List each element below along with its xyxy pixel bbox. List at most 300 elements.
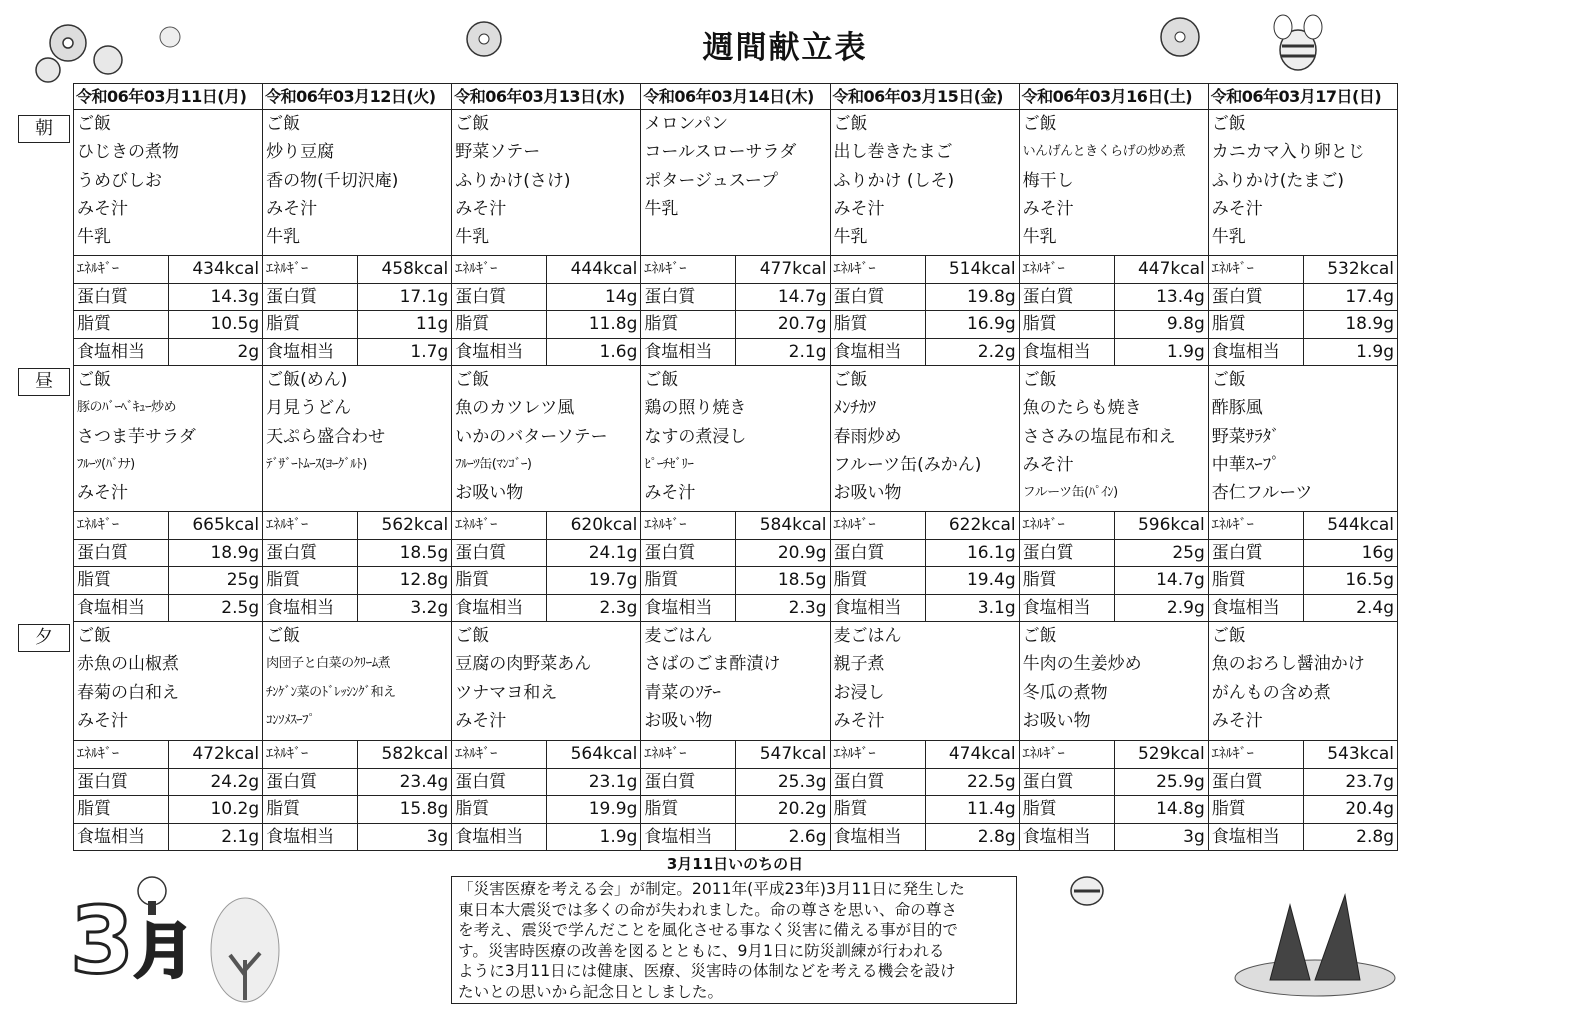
tree-icon: [205, 895, 285, 1010]
fat-label: 脂質: [74, 311, 169, 339]
dish-item: みそ汁: [833, 198, 885, 219]
dish-item: 牛肉の生姜炒め: [1022, 654, 1142, 675]
dish-item: 牛乳: [266, 227, 301, 248]
dish-item: 肉団子と白菜のｸﾘｰﾑ煮: [266, 656, 391, 672]
fat-label: 脂質: [452, 567, 547, 595]
energy-label: ｴﾈﾙｷﾞｰ: [1019, 741, 1114, 769]
dish-item: ご飯: [455, 370, 490, 390]
dish-item: ﾁﾝｹﾞﾝ菜のﾄﾞﾚｯｼﾝｸﾞ和え: [266, 684, 396, 700]
protein-value: 23.1g: [547, 768, 641, 796]
month-badge: [70, 887, 194, 994]
energy-label: ｴﾈﾙｷﾞｰ: [74, 512, 169, 540]
salt-value: 2g: [169, 338, 263, 366]
energy-value: 532kcal: [1303, 256, 1397, 284]
dish-item: 赤魚の山椒煮: [77, 654, 179, 675]
dish-item: お吸い物: [1022, 710, 1091, 731]
dish-item: フルーツ缶(みかん): [833, 454, 982, 475]
note-title: 3月11日いのちの日: [666, 855, 804, 873]
fat-value: 10.5g: [169, 311, 263, 339]
protein-value: 20.9g: [736, 539, 830, 567]
dinner-dishes-cell: [1208, 622, 1397, 741]
date-header: 令和06年03月11日(月): [74, 84, 263, 110]
dish-item: カニカマ入り卵とじ: [1211, 142, 1365, 163]
protein-value: 16.1g: [925, 539, 1019, 567]
dish-item: メロンパン: [644, 114, 729, 134]
fat-label: 脂質: [641, 311, 736, 339]
salt-value: 2.9g: [1114, 594, 1208, 622]
lunch-energy-row: [74, 512, 1398, 540]
lunch-dishes-cell: [74, 366, 263, 512]
dish-item: 魚のたらも焼き: [1022, 398, 1142, 419]
dish-item: ご飯: [833, 370, 868, 390]
salt-value: 2.6g: [736, 823, 830, 851]
dish-item: みそ汁: [1211, 198, 1263, 219]
fat-value: 19.9g: [547, 796, 641, 824]
fat-value: 14.8g: [1114, 796, 1208, 824]
protein-value: 14.3g: [169, 283, 263, 311]
note-line: たいとの思いから記念日としました。: [458, 982, 724, 1001]
dish-item: いかのバターソテー: [455, 426, 608, 447]
salt-label: 食塩相当: [452, 338, 547, 366]
protein-label: 蛋白質: [74, 539, 169, 567]
dish-item: いんげんときくらげの炒め煮: [1022, 144, 1186, 160]
dish-item: ｺﾝｿﾒｽｰﾌﾟ: [266, 712, 315, 728]
energy-label: ｴﾈﾙｷﾞｰ: [263, 256, 358, 284]
fat-value: 20.7g: [736, 311, 830, 339]
dish-item: 杏仁フルーツ: [1211, 483, 1313, 504]
salt-label: 食塩相当: [830, 338, 925, 366]
dinner-fat-row: [74, 796, 1398, 824]
protein-label: 蛋白質: [641, 768, 736, 796]
salt-label: 食塩相当: [1208, 338, 1303, 366]
dish-item: ご飯: [266, 626, 301, 646]
date-header-row: [74, 84, 1398, 110]
fat-label: 脂質: [263, 311, 358, 339]
meal-label-lunch: 昼: [18, 368, 70, 396]
breakfast-dishes-cell: [641, 110, 830, 256]
dish-item: ツナマヨ和え: [455, 682, 558, 703]
salt-label: 食塩相当: [830, 594, 925, 622]
fat-label: 脂質: [74, 567, 169, 595]
fat-value: 25g: [169, 567, 263, 595]
plum-blossom-icon: [463, 18, 505, 60]
salt-label: 食塩相当: [641, 594, 736, 622]
energy-value: 582kcal: [358, 741, 452, 769]
dish-item: お浸し: [833, 682, 885, 703]
energy-label: ｴﾈﾙｷﾞｰ: [1208, 256, 1303, 284]
month-number: 3: [70, 887, 135, 994]
dish-item: ﾃﾞｻﾞｰﾄﾑｰｽ(ﾖｰｸﾞﾙﾄ): [266, 456, 367, 472]
date-header: 令和06年03月14日(木): [641, 84, 830, 110]
fat-label: 脂質: [263, 567, 358, 595]
breakfast-salt-row: [74, 338, 1398, 366]
protein-value: 14.7g: [736, 283, 830, 311]
salt-label: 食塩相当: [263, 594, 358, 622]
fat-value: 11.8g: [547, 311, 641, 339]
energy-label: ｴﾈﾙｷﾞｰ: [641, 256, 736, 284]
lunch-dishes-cell: [641, 366, 830, 512]
bamboo-shoot-icon: [1230, 890, 1400, 1000]
fat-value: 10.2g: [169, 796, 263, 824]
dish-item: みそ汁: [77, 710, 128, 731]
dish-item: さつま芋サラダ: [77, 426, 196, 447]
energy-value: 620kcal: [547, 512, 641, 540]
dish-item: ひじきの煮物: [77, 142, 179, 163]
lunch-dishes-cell: [452, 366, 641, 512]
dish-item: がんもの含め煮: [1211, 682, 1331, 703]
dish-item: ご飯: [1211, 370, 1246, 390]
lunch-dishes-cell: [1019, 366, 1208, 512]
protein-label: 蛋白質: [1019, 539, 1114, 567]
salt-label: 食塩相当: [830, 823, 925, 851]
protein-label: 蛋白質: [263, 539, 358, 567]
protein-label: 蛋白質: [830, 768, 925, 796]
fat-label: 脂質: [641, 796, 736, 824]
note-line: ように3月11日には健康、医療、災害時の体制などを考える機会を設け: [458, 962, 956, 981]
protein-value: 19.8g: [925, 283, 1019, 311]
salt-value: 2.3g: [547, 594, 641, 622]
dish-item: 牛乳: [833, 227, 868, 248]
protein-value: 25g: [1114, 539, 1208, 567]
energy-value: 543kcal: [1303, 741, 1397, 769]
salt-label: 食塩相当: [1019, 594, 1114, 622]
protein-value: 17.4g: [1303, 283, 1397, 311]
meal-label-breakfast: 朝: [18, 115, 70, 143]
protein-label: 蛋白質: [452, 768, 547, 796]
protein-label: 蛋白質: [263, 283, 358, 311]
dish-item: みそ汁: [77, 483, 128, 504]
dish-item: ご飯: [1022, 626, 1057, 646]
protein-label: 蛋白質: [830, 283, 925, 311]
protein-value: 22.5g: [925, 768, 1019, 796]
plum-blossom-icon: [150, 22, 190, 52]
fat-label: 脂質: [452, 311, 547, 339]
protein-value: 13.4g: [1114, 283, 1208, 311]
dish-item: 豆腐の肉野菜あん: [455, 654, 592, 675]
salt-label: 食塩相当: [74, 823, 169, 851]
energy-value: 562kcal: [358, 512, 452, 540]
fat-label: 脂質: [1019, 567, 1114, 595]
protein-value: 17.1g: [358, 283, 452, 311]
breakfast-dishes-cell: [263, 110, 452, 256]
note-box: [451, 876, 1017, 1004]
salt-label: 食塩相当: [641, 338, 736, 366]
protein-label: 蛋白質: [452, 283, 547, 311]
energy-label: ｴﾈﾙｷﾞｰ: [830, 741, 925, 769]
dish-item: お吸い物: [644, 710, 713, 731]
dish-item: ご飯: [1022, 370, 1057, 390]
protein-label: 蛋白質: [1208, 539, 1303, 567]
dish-item: ﾒﾝﾁｶﾂ: [833, 398, 876, 419]
meal-label-dinner: 夕: [18, 624, 70, 652]
energy-value: 434kcal: [169, 256, 263, 284]
fat-value: 19.4g: [925, 567, 1019, 595]
lunch-dishes-cell: [830, 366, 1019, 512]
fat-value: 9.8g: [1114, 311, 1208, 339]
date-header: 令和06年03月16日(土): [1019, 84, 1208, 110]
dish-item: ﾌﾙｰﾂ(ﾊﾞﾅﾅ): [77, 456, 135, 472]
salt-value: 2.1g: [736, 338, 830, 366]
fat-value: 11.4g: [925, 796, 1019, 824]
fat-value: 14.7g: [1114, 567, 1208, 595]
dish-item: みそ汁: [77, 198, 128, 219]
protein-label: 蛋白質: [74, 283, 169, 311]
energy-value: 596kcal: [1114, 512, 1208, 540]
energy-value: 472kcal: [169, 741, 263, 769]
fat-value: 11g: [358, 311, 452, 339]
salt-label: 食塩相当: [1208, 823, 1303, 851]
fat-label: 脂質: [1019, 796, 1114, 824]
dish-item: ご飯: [1211, 114, 1246, 134]
fat-label: 脂質: [452, 796, 547, 824]
energy-value: 564kcal: [547, 741, 641, 769]
dinner-dishes-cell: [452, 622, 641, 741]
dinner-protein-row: [74, 768, 1398, 796]
energy-label: ｴﾈﾙｷﾞｰ: [263, 741, 358, 769]
fat-label: 脂質: [1208, 311, 1303, 339]
dish-item: 麦ごはん: [833, 626, 902, 646]
dish-item: 天ぷら盛合わせ: [266, 426, 386, 447]
note-line: を考え、震災で学んだことを風化させる事なく災害に備える事が目的で: [458, 921, 958, 940]
dinner-dishes-cell: [830, 622, 1019, 741]
salt-label: 食塩相当: [1019, 338, 1114, 366]
energy-label: ｴﾈﾙｷﾞｰ: [263, 512, 358, 540]
dinner-dishes-cell: [1019, 622, 1208, 741]
dish-item: お吸い物: [455, 483, 524, 504]
dish-item: 香の物(千切沢庵): [266, 170, 399, 191]
note-line: 「災害医療を考える会」が制定。2011年(平成23年)3月11日に発生した: [458, 880, 965, 898]
dish-item: ご飯: [455, 626, 490, 646]
energy-label: ｴﾈﾙｷﾞｰ: [830, 256, 925, 284]
weekly-menu-table: [73, 83, 1398, 851]
date-header: 令和06年03月13日(水): [452, 84, 641, 110]
dinner-dishes-cell: [74, 622, 263, 741]
salt-value: 3g: [1114, 823, 1208, 851]
dish-item: 牛乳: [455, 227, 490, 248]
dish-item: 春雨炒め: [833, 426, 902, 447]
salt-label: 食塩相当: [452, 823, 547, 851]
dish-item: 月見うどん: [266, 398, 352, 419]
fat-value: 16.5g: [1303, 567, 1397, 595]
dish-item: 出し巻きたまご: [833, 142, 953, 163]
dish-item: 牛乳: [1211, 227, 1246, 248]
energy-label: ｴﾈﾙｷﾞｰ: [74, 256, 169, 284]
dish-item: フルーツ缶(ﾊﾟｲﾝ): [1022, 485, 1118, 501]
salt-label: 食塩相当: [1019, 823, 1114, 851]
protein-label: 蛋白質: [1019, 768, 1114, 796]
dish-item: ご飯: [77, 626, 111, 646]
lunch-dishes-cell: [1208, 366, 1397, 512]
dish-item: みそ汁: [833, 710, 885, 731]
month-unit: 月: [134, 917, 195, 987]
protein-label: 蛋白質: [1019, 283, 1114, 311]
dish-item: 鶏の照り焼き: [644, 398, 747, 419]
salt-label: 食塩相当: [263, 338, 358, 366]
fat-value: 20.2g: [736, 796, 830, 824]
energy-value: 529kcal: [1114, 741, 1208, 769]
plum-blossom-icon: [1155, 15, 1205, 60]
energy-label: ｴﾈﾙｷﾞｰ: [1208, 512, 1303, 540]
fat-value: 20.4g: [1303, 796, 1397, 824]
dish-item: ポタージュスープ: [644, 170, 778, 191]
energy-label: ｴﾈﾙｷﾞｰ: [452, 741, 547, 769]
note-line: 東日本大震災では多くの命が失われました。命の尊さを思い、命の尊さ: [458, 900, 958, 919]
energy-label: ｴﾈﾙｷﾞｰ: [830, 512, 925, 540]
breakfast-dishes-cell: [1019, 110, 1208, 256]
dish-item: [644, 223, 826, 251]
energy-label: ｴﾈﾙｷﾞｰ: [452, 256, 547, 284]
dish-item: みそ汁: [266, 198, 318, 219]
breakfast-dishes-cell: [1208, 110, 1397, 256]
dish-item: みそ汁: [644, 483, 696, 504]
dinner-energy-row: [74, 741, 1398, 769]
dish-item: みそ汁: [455, 198, 507, 219]
dish-item: 牛乳: [644, 198, 679, 219]
dish-item: 春菊の白和え: [77, 682, 179, 703]
bee-icon: [1268, 12, 1328, 77]
dinner-dishes-row: [74, 622, 1398, 741]
salt-value: 3.1g: [925, 594, 1019, 622]
fat-label: 脂質: [830, 796, 925, 824]
fat-label: 脂質: [1208, 567, 1303, 595]
dish-item: ご飯(めん): [266, 370, 348, 390]
protein-label: 蛋白質: [641, 283, 736, 311]
dish-item: みそ汁: [455, 710, 507, 731]
energy-label: ｴﾈﾙｷﾞｰ: [641, 512, 736, 540]
page-title: 週間献立表: [702, 30, 868, 66]
dish-item: 炒り豆腐: [266, 142, 335, 163]
salt-value: 2.4g: [1303, 594, 1397, 622]
protein-label: 蛋白質: [263, 768, 358, 796]
salt-value: 2.3g: [736, 594, 830, 622]
dish-item: ささみの塩昆布和え: [1022, 426, 1176, 447]
breakfast-dishes-cell: [830, 110, 1019, 256]
protein-value: 23.4g: [358, 768, 452, 796]
protein-value: 24.2g: [169, 768, 263, 796]
protein-value: 25.3g: [736, 768, 830, 796]
fat-label: 脂質: [830, 567, 925, 595]
dish-item: 冬瓜の煮物: [1022, 682, 1108, 703]
dish-item: ふりかけ (しそ): [833, 170, 955, 191]
salt-value: 1.9g: [1114, 338, 1208, 366]
dish-item: 梅干し: [1022, 170, 1074, 191]
bee-icon: [1062, 866, 1112, 911]
salt-value: 2.1g: [169, 823, 263, 851]
dish-item: 豚のﾊﾞｰﾍﾞｷｭｰ炒め: [77, 400, 177, 416]
protein-value: 23.7g: [1303, 768, 1397, 796]
fat-value: 12.8g: [358, 567, 452, 595]
breakfast-dishes-cell: [452, 110, 641, 256]
dish-item: ご飯: [1211, 626, 1246, 646]
dish-item: ご飯: [455, 114, 490, 134]
fat-label: 脂質: [830, 311, 925, 339]
dish-item: ご飯: [77, 370, 111, 390]
dish-item: ご飯: [77, 114, 111, 134]
dish-item: みそ汁: [1022, 198, 1074, 219]
dish-item: 魚のカツレツ風: [455, 398, 575, 419]
dish-item: 野菜ソテー: [455, 142, 541, 163]
fat-value: 16.9g: [925, 311, 1019, 339]
protein-label: 蛋白質: [641, 539, 736, 567]
dish-item: さばのごま酢漬け: [644, 654, 781, 675]
fat-label: 脂質: [641, 567, 736, 595]
salt-label: 食塩相当: [263, 823, 358, 851]
salt-value: 3.2g: [358, 594, 452, 622]
energy-label: ｴﾈﾙｷﾞｰ: [452, 512, 547, 540]
energy-value: 444kcal: [547, 256, 641, 284]
note-line: す。災害時医療の改善を図るとともに、9月1日に防災訓練が行われる: [458, 941, 945, 960]
protein-value: 18.9g: [169, 539, 263, 567]
fat-label: 脂質: [1019, 311, 1114, 339]
fat-value: 18.9g: [1303, 311, 1397, 339]
protein-label: 蛋白質: [1208, 283, 1303, 311]
salt-value: 2.8g: [1303, 823, 1397, 851]
dish-item: 酢豚風: [1211, 398, 1263, 419]
fat-label: 脂質: [263, 796, 358, 824]
energy-label: ｴﾈﾙｷﾞｰ: [1208, 741, 1303, 769]
dish-item: お吸い物: [833, 483, 902, 504]
salt-label: 食塩相当: [452, 594, 547, 622]
breakfast-fat-row: [74, 311, 1398, 339]
dish-item: 牛乳: [77, 227, 111, 248]
dish-item: 麦ごはん: [644, 626, 713, 646]
salt-label: 食塩相当: [1208, 594, 1303, 622]
protein-label: 蛋白質: [452, 539, 547, 567]
dish-item: ご飯: [833, 114, 868, 134]
protein-label: 蛋白質: [830, 539, 925, 567]
dish-item: みそ汁: [1022, 454, 1074, 475]
protein-value: 24.1g: [547, 539, 641, 567]
dish-item: ﾋﾟｰﾁｾﾞﾘｰ: [644, 456, 694, 472]
lunch-fat-row: [74, 567, 1398, 595]
salt-label: 食塩相当: [74, 594, 169, 622]
dish-item: [266, 479, 448, 507]
protein-label: 蛋白質: [1208, 768, 1303, 796]
energy-value: 447kcal: [1114, 256, 1208, 284]
energy-value: 477kcal: [736, 256, 830, 284]
date-header: 令和06年03月15日(金): [830, 84, 1019, 110]
lunch-protein-row: [74, 539, 1398, 567]
date-header: 令和06年03月17日(日): [1208, 84, 1397, 110]
fat-label: 脂質: [1208, 796, 1303, 824]
lunch-salt-row: [74, 594, 1398, 622]
breakfast-dishes-row: [74, 110, 1398, 256]
energy-value: 665kcal: [169, 512, 263, 540]
fat-value: 15.8g: [358, 796, 452, 824]
protein-value: 25.9g: [1114, 768, 1208, 796]
energy-label: ｴﾈﾙｷﾞｰ: [74, 741, 169, 769]
energy-value: 622kcal: [925, 512, 1019, 540]
lunch-dishes-cell: [263, 366, 452, 512]
protein-value: 16g: [1303, 539, 1397, 567]
fat-value: 19.7g: [547, 567, 641, 595]
salt-value: 2.8g: [925, 823, 1019, 851]
date-header: 令和06年03月12日(火): [263, 84, 452, 110]
salt-label: 食塩相当: [641, 823, 736, 851]
dish-item: ふりかけ(たまご): [1211, 170, 1345, 191]
dish-item: ご飯: [266, 114, 301, 134]
energy-value: 514kcal: [925, 256, 1019, 284]
energy-value: 458kcal: [358, 256, 452, 284]
salt-value: 1.6g: [547, 338, 641, 366]
salt-value: 2.5g: [169, 594, 263, 622]
dish-item: ご飯: [644, 370, 679, 390]
dish-item: なすの煮浸し: [644, 426, 747, 447]
energy-label: ｴﾈﾙｷﾞｰ: [641, 741, 736, 769]
dish-item: みそ汁: [1211, 710, 1263, 731]
dish-item: 牛乳: [1022, 227, 1057, 248]
protein-value: 18.5g: [358, 539, 452, 567]
